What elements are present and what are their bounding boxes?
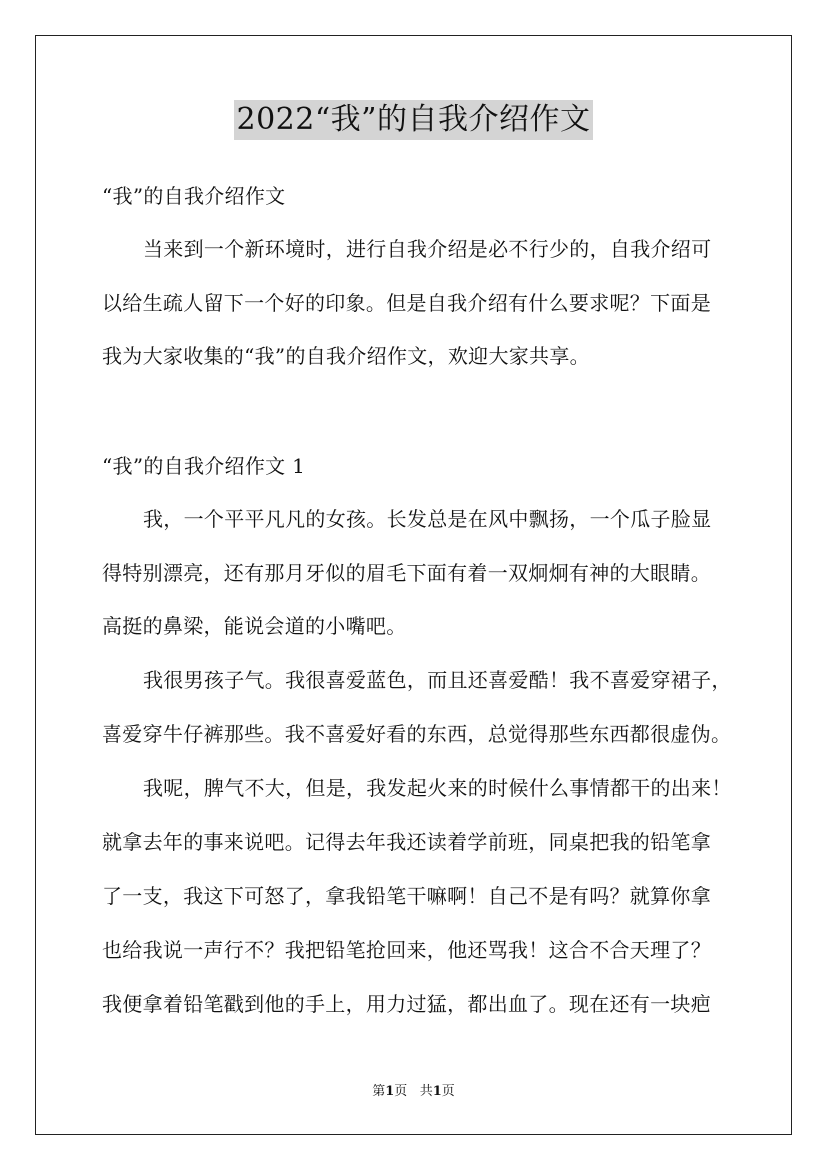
paragraph-line: 了一支，我这下可怒了，拿我铅笔干嘛啊！自己不是有吗？就算你拿 (102, 884, 711, 908)
total-pages: 1 (432, 1084, 442, 1099)
paragraph-line: 以给生疏人留下一个好的印象。但是自我介绍有什么要求呢？下面是 (102, 291, 711, 315)
paragraph-line: 喜爱穿牛仔裤那些。我不喜爱好看的东西，总觉得那些东西都很虚伪。 (102, 722, 732, 746)
paragraph-line: 我很男孩子气。我很喜爱蓝色，而且还喜爱酷！我不喜爱穿裙子， (143, 668, 732, 692)
paragraph-line: 我呢，脾气不大，但是，我发起火来的时候什么事情都干的出来！ (143, 776, 732, 800)
document-title: 2022“我”的自我介绍作文 (234, 100, 592, 140)
paragraph-line: 就拿去年的事来说吧。记得去年我还读着学前班，同桌把我的铅笔拿 (102, 830, 711, 854)
section-heading: “我”的自我介绍作文 (102, 184, 286, 208)
paragraph-line: 得特别漂亮，还有那月牙似的眉毛下面有着一双炯炯有神的大眼睛。 (102, 561, 711, 585)
paragraph-line: 我为大家收集的“我”的自我介绍作文，欢迎大家共享。 (102, 344, 590, 368)
paragraph-line: 当来到一个新环境时，进行自我介绍是必不行少的，自我介绍可 (143, 237, 712, 261)
section-heading: “我”的自我介绍作文 1 (102, 454, 306, 478)
paragraph-line: 我，一个平平凡凡的女孩。长发总是在风中飘扬，一个瓜子脸显 (143, 507, 712, 531)
paragraph-line: 高挺的鼻梁，能说会道的小嘴吧。 (102, 614, 407, 638)
page-number: 1 (385, 1084, 395, 1099)
total-prefix: 共 (419, 1084, 433, 1099)
total-suffix: 页 (441, 1084, 455, 1099)
paragraph-line: 也给我说一声行不？我把铅笔抢回来，他还骂我！这合不合天理了？ (102, 938, 711, 962)
page-suffix: 页 (394, 1084, 408, 1099)
page-footer (0, 1083, 827, 1101)
page-prefix: 第 (372, 1084, 386, 1099)
paragraph-line: 我便拿着铅笔戳到他的手上，用力过猛，都出血了。现在还有一块疤 (102, 992, 711, 1016)
title-container (0, 100, 827, 140)
